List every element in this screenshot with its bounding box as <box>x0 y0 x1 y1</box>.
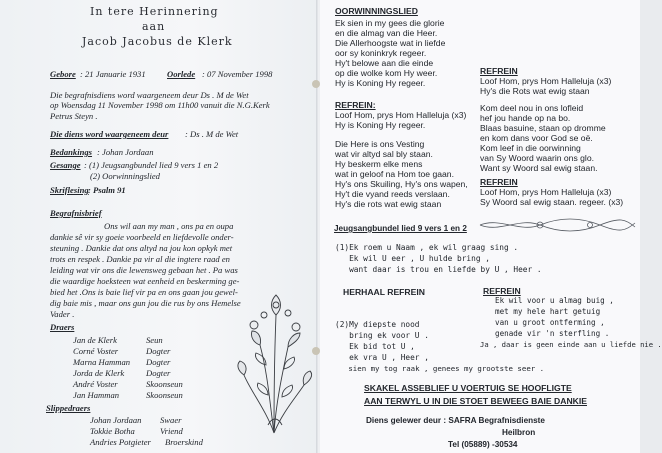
rope-divider-icon <box>320 215 640 235</box>
born-label: Gebore <box>50 69 76 79</box>
bearer-name: Jorda de Klerk <box>73 368 125 378</box>
refrain-line: Loof Hom, prys Hom Halleluja (x3) <box>480 187 612 197</box>
song-line: oor sy koninkryk regeer. <box>335 48 427 58</box>
verse-line: bring ek voor U . <box>335 331 429 340</box>
refrain-label: REFREIN <box>483 286 521 296</box>
pallbearers-label: Slippedraers <box>46 403 91 413</box>
provider-phone: Tel (05889) -30534 <box>448 440 518 449</box>
repeat-refrain: HERHAAL REFREIN <box>343 287 425 297</box>
letter-line: Vader . <box>50 309 75 319</box>
bearer-name: André Voster <box>73 379 118 389</box>
bearer-role: Skoonseun <box>146 379 183 389</box>
verse-line: Ek wil U eer , U hulde bring , <box>335 254 490 263</box>
provider-town: Heilbron <box>502 428 536 437</box>
died-label: Oorlede <box>167 69 196 79</box>
bearer-role: Skoonseun <box>146 390 183 400</box>
song-line: Die Allerhoogste wat in liefde <box>335 38 446 48</box>
refrain-label: REFREIN: <box>335 100 376 110</box>
bearer-role: Seun <box>146 335 163 345</box>
pallbearer-role: Broerskind <box>165 437 203 447</box>
reading-value: : Psalm 91 <box>88 185 126 195</box>
procession-notice: AAN TERWYL U IN DIE STOET BEWEEG BAIE DANKIE <box>364 396 587 406</box>
letter-line: steuning . Dankie dat ons altyd na jou kon opkyk met <box>50 243 233 253</box>
refrain-line: Hy's die Rots wat ewig staan <box>480 86 590 96</box>
verse-line: want daar is trou en liefde by U , Heer . <box>335 265 542 274</box>
song-line: Hy's ons Skuiling, Hy's ons wapen, <box>335 179 468 189</box>
bearer-name: Jan Hamman <box>73 390 120 400</box>
song-line: en kom dans voor God se oë. <box>480 133 593 143</box>
died-date: : 07 November 1998 <box>202 69 273 79</box>
flower-bouquet-icon <box>230 285 316 435</box>
song-line: Kom deel nou in ons lofleid <box>480 103 584 113</box>
bearer-role: Dogter <box>146 357 171 367</box>
hymn-1: : (1) Jeugsangbundel lied 9 vers 1 en 2 <box>84 160 219 170</box>
song-line: Kom leef in die oorwinning <box>480 143 581 153</box>
deceased-name: Jacob Jacobus de Klerk <box>82 35 233 48</box>
song-line: hef jou hande op na bo. <box>480 113 571 123</box>
song-line: Hy's die rots wat ewig staan <box>335 199 442 209</box>
letter-line: dankie sê vir sy goeie voorbeeld en liefdevolle onder- <box>50 232 234 242</box>
letter-line: dig baie mis , maar ons gun jou die rus by ons Hemelse <box>50 298 241 308</box>
verse-line: sien my tog raak , genees my grootste seer . <box>335 364 545 373</box>
verse-line: (1)Ek roem u Naam , ek wil graag sing . <box>335 243 519 252</box>
bearer-name: Jan de Klerk <box>73 335 117 345</box>
song-line: wat vir altyd sal bly staan. <box>335 149 433 159</box>
letter-line: Ons wil aan my man , ons pa en oupa <box>104 221 234 231</box>
letter-line: bied het .Ons is baie lief vir pa en ons gaan jou gewel- <box>50 287 238 297</box>
refrain-line: genade vir 'n sterfling . <box>495 329 610 338</box>
staple-mark <box>312 80 320 88</box>
pallbearer-name: Johan Jordaan <box>90 415 142 425</box>
intro-line-2: op Woensdag 11 November 1998 om 11h00 vanuit die N.G.Kerk <box>50 100 270 110</box>
song-line: Ek sien in my gees die glorie <box>335 18 445 28</box>
pallbearer-name: Tokkie Botha <box>90 426 135 436</box>
memorial-title-aan: aan <box>142 20 166 33</box>
bearer-name: Marna Hamman <box>73 357 131 367</box>
song-line: van Sy Woord waarin ons glo. <box>480 153 595 163</box>
youth-hymn-label: Jeugsangbundel lied 9 vers 1 en 2 <box>334 224 467 233</box>
refrain-line: Hy is Koning Hy regeer. <box>335 120 426 130</box>
staple-mark <box>312 347 320 355</box>
letter-label: Begrafnisbrief <box>50 208 102 218</box>
refrain-line: Loof Hom, prys Hom Halleluja (x3) <box>335 110 467 120</box>
headlights-notice: SKAKEL ASSEBLIEF U VOERTUIG SE HOOFLIGTE <box>364 383 572 393</box>
born-date: : 21 Januarie 1931 <box>80 69 146 79</box>
pallbearer-role: Vriend <box>160 426 183 436</box>
song-line: en die almag van die Heer. <box>335 28 438 38</box>
service-label: Die diens word waargeneem deur <box>50 129 169 139</box>
hymn-2: (2) Oorwinningslied <box>90 171 160 181</box>
refrain-label: REFREIN <box>480 66 518 76</box>
letter-line: leiding wat vir ons die lewensweg gebaan het . Pa was <box>50 265 238 275</box>
hymns-label: Gesange <box>50 160 81 170</box>
song-line: Want sy Woord sal ewig staan. <box>480 163 598 173</box>
right-page <box>320 0 662 453</box>
service-value: : Ds . M de Wet <box>185 129 239 139</box>
bearers-label: Draers <box>50 322 75 332</box>
song-line: op die wolke kom Hy weer. <box>335 68 438 78</box>
bearer-role: Dogter <box>146 368 171 378</box>
verse-line: (2)My diepste nood <box>335 320 420 329</box>
song-line: Blaas basuine, staan op dromme <box>480 123 606 133</box>
pallbearer-name: Andries Potgieter <box>90 437 151 447</box>
bearer-name: Corné Voster <box>73 346 119 356</box>
song-line: Hy is Koning Hy regeer. <box>335 78 426 88</box>
refrain-line: Ja , daar is geen einde aan u liefde nie . <box>480 340 662 349</box>
refrain-line: met my hele hart getuig <box>495 307 601 316</box>
intro-line-3: Petrus Steyn . <box>50 111 98 121</box>
song-line: Hy't die vyand reeds verslaan. <box>335 189 450 199</box>
letter-line: trots en respek . Dankie pa vir al die ingtere raad en <box>50 254 230 264</box>
refrain-label: REFREIN <box>480 177 518 187</box>
service-provider: Diens gelewer deur : SAFRA Begrafnisdienste <box>366 416 545 425</box>
refrain-line: Loof Hom, prys Hom Halleluja (x3) <box>480 76 612 86</box>
thanks-value: : Johan Jordaan <box>97 147 154 157</box>
thanks-label: Bedankings <box>50 147 93 157</box>
intro-line-1: Die begrafnisdiens word waargeneem deur Ds . M de Wet <box>50 90 249 100</box>
memorial-title: In tere Herinnering <box>90 5 219 18</box>
song-line: wat in geloof na Hom toe gaan. <box>335 169 454 179</box>
song-line: Hy beskerm elke mens <box>335 159 423 169</box>
verse-line: Ek bid tot U , <box>335 342 415 351</box>
letter-line: die waardige hoeksteen wat eenheid en beskerming ge- <box>50 276 240 286</box>
refrain-line: Ek wil voor u almag buig , <box>495 296 614 305</box>
reading-label: Skriflesing <box>50 185 89 195</box>
left-page <box>0 0 318 453</box>
song-line: Hy't belowe aan die einde <box>335 58 434 68</box>
refrain-line: van u groot ontferming , <box>495 318 605 327</box>
verse-line: ek vra U , Heer , <box>335 353 429 362</box>
refrain-line: Sy Woord sal ewig staan. regeer. (x3) <box>480 197 624 207</box>
song-line: Die Here is ons Vesting <box>335 139 425 149</box>
pallbearer-role: Swaer <box>160 415 182 425</box>
victory-song-label: OORWINNINGSLIED <box>335 6 418 16</box>
bearer-role: Dogter <box>146 346 171 356</box>
